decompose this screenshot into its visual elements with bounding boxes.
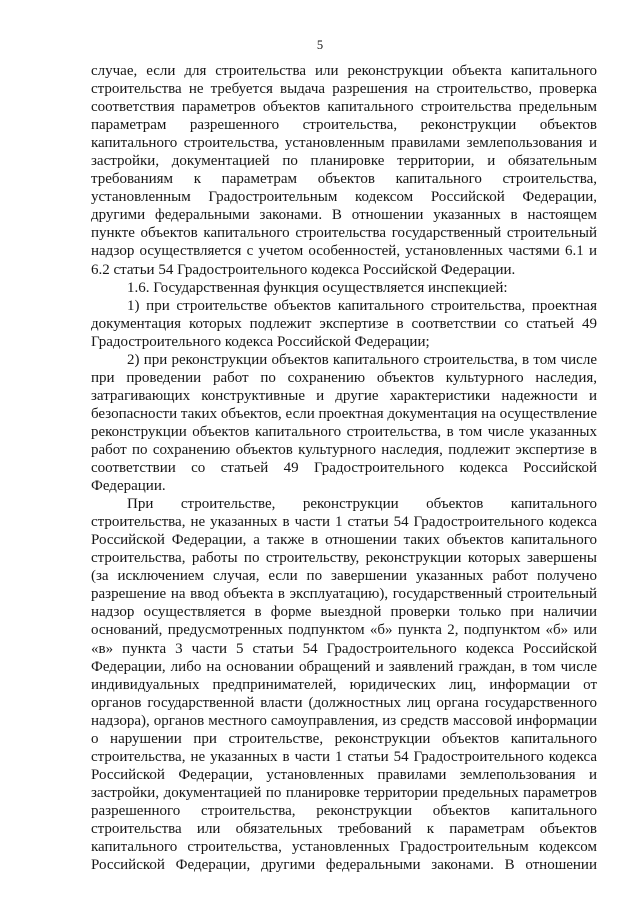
text-line: параметрам разрешенного строительства, реконструкции объектов bbox=[91, 117, 597, 134]
text-line: документация которых подлежит экспертизе в соответствии со статьей 49 bbox=[91, 315, 597, 332]
text-line: Градостроительного кодекса Российской Федерации; bbox=[91, 333, 430, 350]
text-line: Российской Федерации, другими федеральными законами. В отношении bbox=[91, 857, 597, 874]
text-line: разрешенного строительства, реконструкции объектов капитального bbox=[91, 802, 597, 819]
text-line: реконструкции объектов капитального строительства, в том числе указанных bbox=[91, 423, 597, 440]
text-line: пункте объектов капитального строительства государственный строительный bbox=[91, 225, 597, 242]
text-line: строительства, не указанных в части 1 статьи 54 Градостроительного кодекса bbox=[91, 748, 597, 765]
text-line: затрагивающих конструктивные и другие характеристики надежности и bbox=[91, 387, 597, 404]
text-line: 6.2 статьи 54 Градостроительного кодекса Российской Федерации. bbox=[91, 261, 516, 278]
text-line: надзор осуществляется с учетом особенностей, установленных частями 6.1 и bbox=[91, 243, 597, 260]
text-line: Российской Федерации, установленных правилами землепользования и bbox=[91, 766, 597, 783]
text-line: строительства или обязательных требований к параметрам объектов bbox=[91, 820, 597, 837]
text-line: разрешение на ввод объекта в эксплуатацию), государственный строительный bbox=[91, 586, 597, 603]
text-line: требованиям к параметрам объектов капитального строительства, bbox=[91, 171, 597, 188]
text-line: 1) при строительстве объектов капитального строительства, проектная bbox=[127, 297, 597, 314]
text-line: капитального строительства, установленных Градостроительным кодексом bbox=[91, 839, 597, 856]
text-line: (за исключением случая, если по завершении указанных работ получено bbox=[91, 568, 597, 585]
document-body bbox=[91, 62, 597, 874]
text-line: Российской Федерации, а также в отношении таких объектов капитального bbox=[91, 532, 597, 549]
text-line: «в» пункта 3 части 5 статьи 54 Градостроительного кодекса Российской bbox=[91, 640, 597, 657]
text-line: строительства не требуется выдача разрешения на строительство, проверка bbox=[91, 81, 597, 98]
page-number: 5 bbox=[316, 38, 324, 52]
text-line: органов государственной власти (должностных лиц органа государственного bbox=[91, 694, 597, 711]
text-line: застройки, документацией по планировке территории, и обязательным bbox=[91, 153, 597, 170]
text-line: надзор осуществляется в форме выездной проверки только при наличии bbox=[91, 604, 597, 621]
text-line: случае, если для строительства или реконструкции объекта капитального bbox=[91, 63, 597, 79]
text-line: установленным Градостроительным кодексом Российской Федерации, bbox=[91, 189, 597, 206]
text-line: При строительстве, реконструкции объектов капитального bbox=[127, 496, 597, 513]
text-line: строительства, не указанных в части 1 статьи 54 Градостроительного кодекса bbox=[91, 514, 597, 531]
text-line: при проведении работ по сохранению объектов культурного наследия, bbox=[91, 369, 597, 386]
text-line: капитального строительства, установленным правилами землепользования и bbox=[91, 135, 597, 152]
text-line: соответствии со статьей 49 Градостроительного кодекса Российской bbox=[91, 460, 597, 477]
text-line: строительства, работы по строительству, реконструкции которых завершены bbox=[91, 550, 597, 567]
text-line: надзора), органов местного самоуправления, из средств массовой информации bbox=[91, 712, 597, 729]
text-line: Федерации, либо на основании обращений и заявлений граждан, в том числе bbox=[91, 658, 597, 675]
text-line: о нарушении при строительстве, реконструкции объектов капитального bbox=[91, 730, 597, 747]
text-line: 1.6. Государственная функция осуществляется инспекцией: bbox=[127, 279, 508, 296]
text-line: Федерации. bbox=[91, 478, 166, 495]
text-line: оснований, предусмотренных подпунктом «б» пункта 2, подпунктом «б» или bbox=[91, 622, 597, 639]
text-line: индивидуальных предпринимателей, юридических лиц, информации от bbox=[91, 676, 597, 693]
text-line: соответствия параметров объектов капитального строительства предельным bbox=[91, 99, 597, 116]
text-line: другими федеральными законами. В отношении указанных в настоящем bbox=[91, 207, 597, 224]
text-line: 2) при реконструкции объектов капитального строительства, в том числе bbox=[127, 351, 597, 368]
text-line: застройки, документацией по планировке территории предельных параметров bbox=[91, 784, 597, 801]
text-line: безопасности таких объектов, если проектная документация на осуществление bbox=[91, 405, 597, 422]
text-line: работ по сохранению объектов культурного наследия, подлежит экспертизе в bbox=[91, 441, 597, 458]
